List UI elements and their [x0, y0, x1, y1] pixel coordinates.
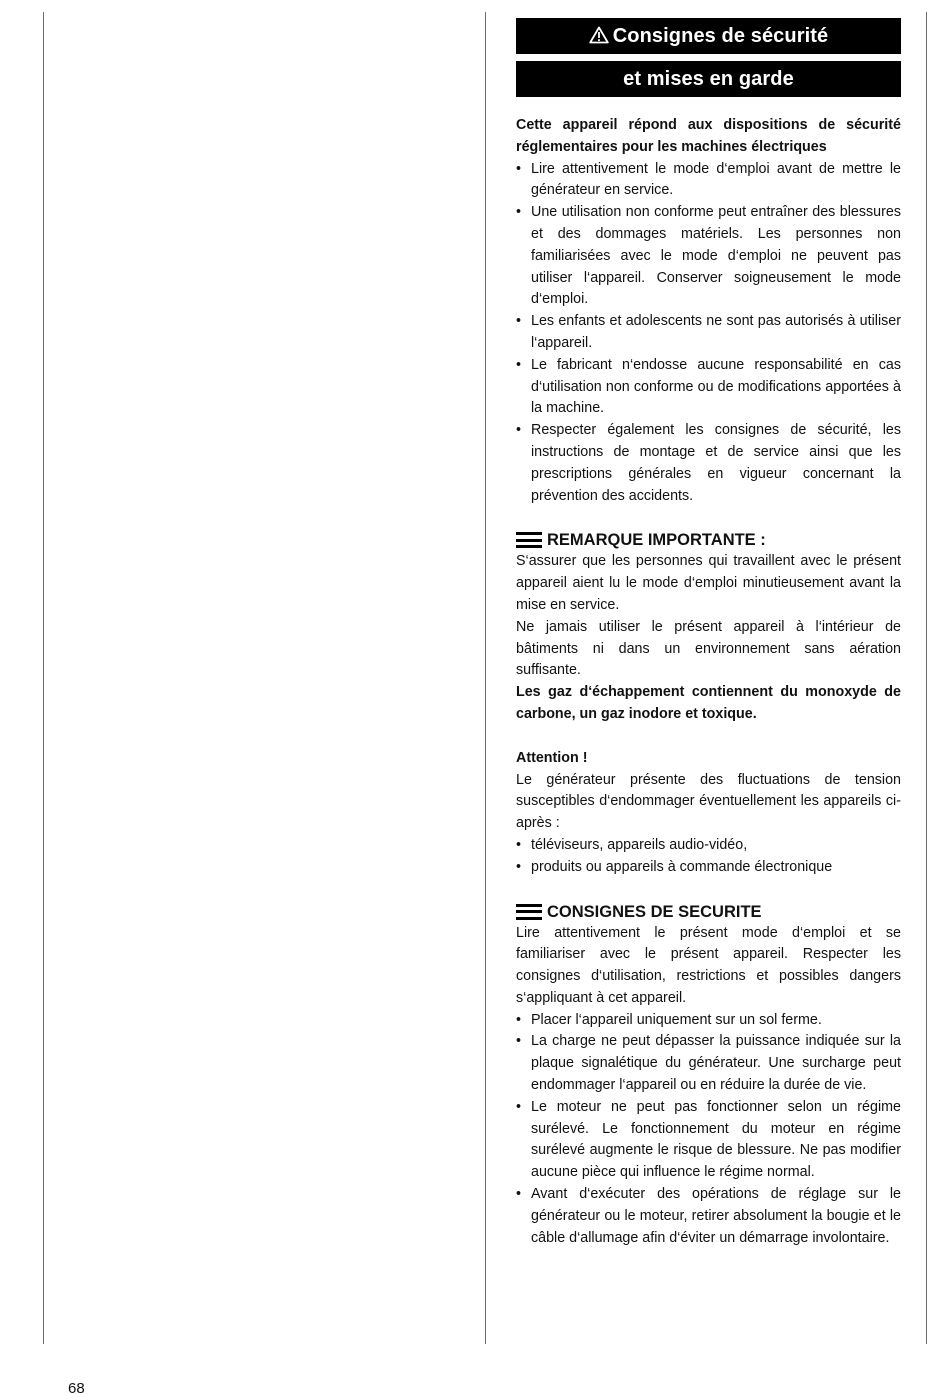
right-margin-rule [926, 12, 927, 1344]
remarque-heading [516, 529, 901, 551]
consignes-heading [516, 901, 901, 923]
list-item: • Avant d‘exécuter des opérations de réglage sur le générateur ou le moteur, retirer absolument la bougie et le câble d‘allumage afin d‘éviter un démarrage involontaire. [516, 1184, 901, 1249]
consignes-title: CONSIGNES DE SECURITE [547, 902, 762, 921]
title-line1: Consignes de sécurité [612, 25, 829, 47]
list-item: • La charge ne peut dépasser la puissance indiquée sur la plaque signalétique du générateur. Une surcharge peut endommager l‘appareil ou en réduire la durée de vie. [516, 1031, 901, 1096]
intro-bullet-list [516, 159, 901, 508]
remarque-title: REMARQUE IMPORTANTE : [547, 531, 766, 550]
consignes-text: Lire attentivement le présent mode d‘emploi et se familiariser avec le présent appareil. Respecter les consignes d‘utilisation, restrictions et possibles dangers s‘appliquant à cet appareil. [516, 924, 901, 1006]
left-margin-rule [43, 12, 44, 1344]
menu-lines-icon [516, 532, 542, 548]
consignes-bullet-list [516, 1010, 901, 1250]
remarque-paragraph-2: Ne jamais utiliser le présent appareil à l‘intérieur de bâtiments ni dans un environnement sans aération suffisante. [516, 618, 901, 679]
list-item: • Le moteur ne peut pas fonctionner selon un régime surélevé. Le fonctionnement du moteur en régime surélevé augmente le risque de blessure. Ne pas modifier aucune pièce qui influence le régime normal. [516, 1097, 901, 1184]
list-item: • Lire attentivement le mode d‘emploi avant de mettre le générateur en service. [516, 159, 901, 203]
attention-bullet-list [516, 835, 901, 879]
warning-triangle-icon [589, 20, 609, 56]
remarque-paragraph-1: S‘assurer que les personnes qui travaillent avec le présent appareil aient lu le mode d‘emploi minutieusement avant la mise en service. [516, 553, 901, 613]
list-item: • téléviseurs, appareils audio-vidéo, [516, 835, 901, 857]
right-column [516, 18, 901, 1249]
list-item: • Les enfants et adolescents ne sont pas autorisés à utiliser l‘appareil. [516, 311, 901, 355]
list-item: • Une utilisation non conforme peut entraîner des blessures et des dommages matériels. Les personnes non familiarisées avec le mode d‘emploi ne peuvent pas utiliser l‘appareil. Conserver soigneusement le mode d‘emploi. [516, 202, 901, 311]
title-banner-line2 [516, 61, 901, 97]
title-banner-line1 [516, 18, 901, 54]
page-number: 68 [68, 1380, 85, 1397]
list-item: • produits ou appareils à commande électronique [516, 857, 901, 879]
list-item: • Le fabricant n‘endosse aucune responsabilité en cas d‘utilisation non conforme ou de modifications apportées à la machine. [516, 355, 901, 420]
list-item: • Placer l‘appareil uniquement sur un sol ferme. [516, 1010, 901, 1032]
intro-heading: Cette appareil répond aux dispositions de sécurité réglementaires pour les machines électriques [516, 117, 901, 155]
list-item: • Respecter également les consignes de sécurité, les instructions de montage et de service ainsi que les prescriptions générales en vigueur concernant la prévention des accidents. [516, 420, 901, 507]
attention-text: Le générateur présente des fluctuations de tension susceptibles d‘endommager éventuellement les appareils ci-après : [516, 771, 901, 832]
menu-lines-icon [516, 904, 542, 920]
title-line2: et mises en garde [623, 68, 794, 90]
remarque-warning-bold: Les gaz d‘échappement contiennent du monoxyde de carbone, un gaz inodore et toxique. [516, 684, 901, 722]
attention-title: Attention ! [516, 749, 588, 766]
center-column-rule [485, 12, 486, 1344]
